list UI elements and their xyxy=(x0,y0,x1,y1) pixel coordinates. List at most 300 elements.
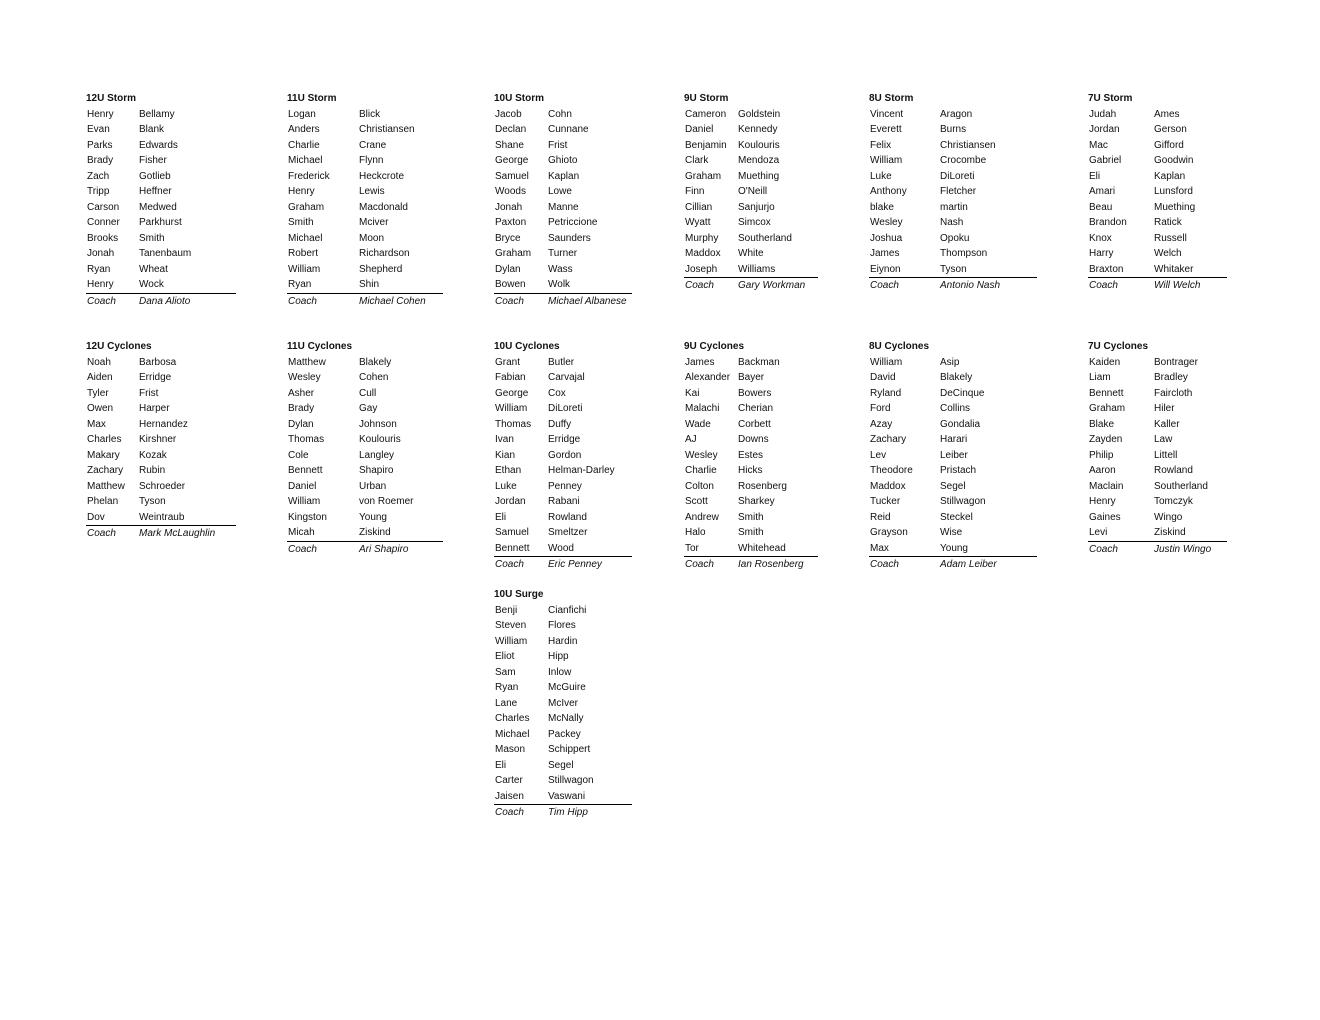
player-row xyxy=(494,370,632,386)
team-title: 10U Cyclones xyxy=(494,341,560,352)
player-first-name: Wyatt xyxy=(685,217,711,228)
player-last-name: Stillwagon xyxy=(940,496,986,507)
player-last-name: Gifford xyxy=(1154,139,1184,151)
player-last-name: Law xyxy=(1154,434,1173,445)
player-row xyxy=(869,525,1037,541)
player-row xyxy=(1088,448,1227,464)
player-last-name: Gondalia xyxy=(940,418,981,430)
player-row xyxy=(869,355,1037,371)
player-first-name: Shane xyxy=(495,139,524,151)
player-first-name: Anders xyxy=(288,124,320,135)
player-last-name: Aragon xyxy=(940,108,973,120)
player-first-name: Wade xyxy=(685,418,711,430)
player-first-name: Judah xyxy=(1089,108,1117,120)
team-title: 12U Storm xyxy=(86,93,137,104)
player-first-name: Anthony xyxy=(870,186,907,197)
roster-table xyxy=(86,355,236,542)
coach-label: Coach xyxy=(495,559,524,570)
player-first-name: Eliot xyxy=(495,651,515,662)
player-row xyxy=(869,200,1037,216)
player-first-name: Asher xyxy=(288,387,315,399)
player-first-name: Max xyxy=(87,418,106,430)
player-first-name: William xyxy=(495,403,528,414)
team-title: 9U Cyclones xyxy=(684,341,745,352)
player-last-name: Inlow xyxy=(548,666,572,678)
player-first-name: Charlie xyxy=(288,139,320,151)
player-row xyxy=(287,525,443,541)
player-row xyxy=(684,246,818,262)
coach-name: Gary Workman xyxy=(738,280,806,291)
player-row xyxy=(86,277,236,293)
player-row xyxy=(287,122,443,138)
player-last-name: Macdonald xyxy=(359,201,408,213)
player-last-name: Flores xyxy=(548,620,576,631)
player-row xyxy=(684,386,818,402)
player-row xyxy=(287,246,443,262)
player-last-name: Segel xyxy=(940,480,966,492)
player-last-name: Cherian xyxy=(738,403,774,414)
roster-table xyxy=(1088,107,1227,294)
roster-table xyxy=(494,603,632,821)
roster-table xyxy=(684,107,818,294)
player-last-name: von Roemer xyxy=(359,496,414,507)
player-last-name: Shapiro xyxy=(359,465,394,476)
player-last-name: Rowland xyxy=(548,511,587,523)
player-last-name: Gotlieb xyxy=(139,170,171,182)
player-last-name: Whitaker xyxy=(1154,262,1227,278)
coach-label: Coach xyxy=(288,543,317,555)
team-title: 11U Storm xyxy=(287,93,337,104)
player-first-name: Woods xyxy=(495,186,526,197)
player-last-name: Schroeder xyxy=(139,480,186,492)
player-first-name: Jonah xyxy=(87,248,115,259)
player-row xyxy=(1088,262,1227,278)
player-row xyxy=(287,494,443,510)
player-last-name: Crane xyxy=(359,139,387,151)
player-last-name: Smeltzer xyxy=(548,527,588,538)
player-first-name: Andrew xyxy=(685,511,719,523)
player-row xyxy=(494,401,632,417)
player-first-name: Ryan xyxy=(87,263,111,275)
player-last-name: Harari xyxy=(940,434,968,445)
player-last-name: Kaplan xyxy=(1154,170,1186,182)
player-last-name: Faircloth xyxy=(1154,387,1193,399)
player-last-name: Cox xyxy=(548,387,566,399)
player-row xyxy=(684,169,818,185)
roster-table xyxy=(684,355,818,573)
player-row xyxy=(287,169,443,185)
player-first-name: Smith xyxy=(288,217,314,228)
coach-row xyxy=(869,557,1037,573)
player-row xyxy=(86,262,236,278)
player-last-name: Schippert xyxy=(548,744,591,755)
player-first-name: Graham xyxy=(685,170,722,182)
player-last-name: Hiler xyxy=(1154,403,1175,414)
player-last-name: Downs xyxy=(738,434,769,445)
player-first-name: Graham xyxy=(288,201,325,213)
player-row xyxy=(494,727,632,743)
player-last-name: Kozak xyxy=(139,449,167,461)
player-row xyxy=(86,448,236,464)
player-first-name: Vincent xyxy=(870,108,904,120)
player-last-name: Bellamy xyxy=(139,108,175,120)
player-row xyxy=(287,153,443,169)
player-row xyxy=(494,231,632,247)
roster-table xyxy=(287,107,443,310)
player-first-name: Tyler xyxy=(87,387,109,399)
coach-label: Coach xyxy=(495,807,524,818)
player-last-name: Moon xyxy=(359,232,385,244)
player-last-name: Steckel xyxy=(940,511,973,523)
player-row xyxy=(1088,200,1227,216)
player-first-name: Dov xyxy=(86,510,139,526)
player-last-name: Kaller xyxy=(1154,418,1180,430)
player-first-name: Benjamin xyxy=(685,139,727,151)
player-last-name: Rosenberg xyxy=(738,480,787,492)
player-first-name: Beau xyxy=(1089,201,1113,213)
player-row xyxy=(869,107,1037,123)
player-last-name: Weintraub xyxy=(139,510,236,526)
player-first-name: Henry xyxy=(288,186,315,197)
player-last-name: Asip xyxy=(940,356,960,368)
player-last-name: Bradley xyxy=(1154,372,1188,383)
coach-label: Coach xyxy=(87,528,116,539)
coach-row xyxy=(86,526,236,542)
player-first-name: Lev xyxy=(870,449,887,461)
player-first-name: Brooks xyxy=(87,232,119,244)
coach-row xyxy=(287,541,443,557)
player-first-name: Aiden xyxy=(87,372,113,383)
roster-9u-storm xyxy=(684,91,818,294)
player-row xyxy=(684,153,818,169)
player-last-name: Burns xyxy=(940,124,967,135)
player-row xyxy=(494,169,632,185)
player-first-name: William xyxy=(870,155,903,166)
player-first-name: Carter xyxy=(495,775,523,786)
player-row xyxy=(86,153,236,169)
player-first-name: Sam xyxy=(495,666,516,678)
player-last-name: Estes xyxy=(738,449,764,461)
player-row xyxy=(869,463,1037,479)
player-first-name: Owen xyxy=(87,403,114,414)
coach-row xyxy=(494,293,632,309)
player-row xyxy=(494,494,632,510)
team-title: 9U Storm xyxy=(684,93,729,104)
player-row xyxy=(869,169,1037,185)
player-first-name: Brady xyxy=(87,155,114,166)
player-last-name: Gerson xyxy=(1154,124,1187,135)
player-first-name: Bowen xyxy=(494,277,548,293)
player-row xyxy=(684,122,818,138)
player-first-name: Kaiden xyxy=(1089,356,1121,368)
player-last-name: Manne xyxy=(548,201,579,213)
player-row xyxy=(287,448,443,464)
player-row xyxy=(494,355,632,371)
player-row xyxy=(494,107,632,123)
roster-table xyxy=(494,107,632,310)
player-row xyxy=(1088,138,1227,154)
player-last-name: Ziskind xyxy=(1154,525,1227,541)
player-first-name: Bennett xyxy=(1089,387,1124,399)
player-first-name: Eiynon xyxy=(869,262,940,278)
player-last-name: Hicks xyxy=(738,465,763,476)
player-row xyxy=(1088,463,1227,479)
player-first-name: George xyxy=(495,155,529,166)
coach-name: Mark McLaughlin xyxy=(139,528,216,539)
player-first-name: Logan xyxy=(288,108,316,120)
player-row xyxy=(494,742,632,758)
coach-label: Coach xyxy=(870,280,899,291)
player-last-name: Opoku xyxy=(940,232,970,244)
player-row xyxy=(287,277,443,293)
player-first-name: Bennett xyxy=(288,465,323,476)
player-last-name: Littell xyxy=(1154,449,1178,461)
player-first-name: blake xyxy=(870,201,894,213)
player-row xyxy=(287,370,443,386)
player-last-name: Packey xyxy=(548,728,581,740)
player-row xyxy=(494,758,632,774)
player-last-name: Erridge xyxy=(548,434,581,445)
player-first-name: Ryan xyxy=(495,682,519,693)
coach-label: Coach xyxy=(870,559,899,570)
player-row xyxy=(86,463,236,479)
player-first-name: Cameron xyxy=(685,108,727,120)
player-first-name: Levi xyxy=(1088,525,1154,541)
player-last-name: Christiansen xyxy=(940,139,996,151)
player-first-name: Joshua xyxy=(870,232,903,244)
player-last-name: White xyxy=(738,248,764,259)
player-last-name: Wheat xyxy=(139,263,168,275)
player-row xyxy=(684,417,818,433)
player-row xyxy=(86,122,236,138)
player-last-name: Young xyxy=(359,511,387,523)
player-first-name: AJ xyxy=(685,434,697,445)
player-row xyxy=(684,200,818,216)
player-row xyxy=(869,417,1037,433)
player-row xyxy=(684,448,818,464)
player-first-name: Tripp xyxy=(87,186,110,197)
player-row xyxy=(494,711,632,727)
player-first-name: Ford xyxy=(870,403,891,414)
player-first-name: Malachi xyxy=(685,403,720,414)
player-last-name: Helman-Darley xyxy=(548,465,615,476)
player-row xyxy=(494,153,632,169)
player-first-name: Maclain xyxy=(1089,480,1124,492)
player-row xyxy=(494,215,632,231)
player-last-name: Muething xyxy=(1154,201,1196,213)
player-last-name: Leiber xyxy=(940,449,968,461)
player-last-name: Bayer xyxy=(738,372,765,383)
player-row xyxy=(494,665,632,681)
player-first-name: Everett xyxy=(870,124,902,135)
player-row xyxy=(1088,479,1227,495)
player-first-name: Parks xyxy=(87,139,113,151)
player-first-name: Mac xyxy=(1089,139,1108,151)
player-last-name: Penney xyxy=(548,480,582,492)
player-first-name: Thomas xyxy=(495,418,532,430)
player-first-name: Liam xyxy=(1089,372,1111,383)
player-row xyxy=(494,634,632,650)
player-first-name: Grant xyxy=(495,356,521,368)
player-first-name: Fabian xyxy=(495,372,526,383)
player-first-name: Charlie xyxy=(685,465,717,476)
player-last-name: Christiansen xyxy=(359,124,415,135)
player-row xyxy=(86,510,236,526)
player-first-name: Daniel xyxy=(685,124,714,135)
player-row xyxy=(1088,355,1227,371)
player-last-name: Frist xyxy=(548,139,568,151)
player-first-name: Brady xyxy=(288,403,315,414)
player-last-name: Welch xyxy=(1154,248,1182,259)
player-first-name: Scott xyxy=(685,496,708,507)
player-row xyxy=(869,122,1037,138)
player-row xyxy=(869,479,1037,495)
player-row xyxy=(684,184,818,200)
player-last-name: Southerland xyxy=(1154,480,1208,492)
player-row xyxy=(494,463,632,479)
player-row xyxy=(494,122,632,138)
player-row xyxy=(86,231,236,247)
player-last-name: Sharkey xyxy=(738,496,775,507)
team-title: 10U Storm xyxy=(494,93,545,104)
player-first-name: Ryland xyxy=(870,387,902,399)
coach-row xyxy=(86,293,236,309)
player-row xyxy=(287,463,443,479)
coach-row xyxy=(1088,541,1227,557)
player-last-name: Kirshner xyxy=(139,434,177,445)
player-row xyxy=(1088,401,1227,417)
player-last-name: Muething xyxy=(738,170,780,182)
player-row xyxy=(86,107,236,123)
player-row xyxy=(684,401,818,417)
player-first-name: Tucker xyxy=(870,496,901,507)
player-last-name: Blick xyxy=(359,108,381,120)
player-last-name: Petriccione xyxy=(548,217,598,228)
player-row xyxy=(494,417,632,433)
coach-row xyxy=(1088,278,1227,294)
player-last-name: Hernandez xyxy=(139,418,188,430)
player-row xyxy=(494,386,632,402)
player-row xyxy=(684,432,818,448)
player-last-name: Butler xyxy=(548,356,575,368)
player-last-name: Tyson xyxy=(940,262,1037,278)
player-last-name: Tanenbaum xyxy=(139,248,192,259)
player-first-name: Tor xyxy=(684,541,738,557)
roster-10u-surge xyxy=(494,587,632,821)
player-first-name: Wesley xyxy=(685,449,718,461)
player-last-name: Hipp xyxy=(548,651,569,662)
player-first-name: Grayson xyxy=(870,527,908,538)
player-first-name: George xyxy=(495,387,529,399)
player-last-name: Tomczyk xyxy=(1154,496,1193,507)
player-row xyxy=(869,138,1037,154)
player-last-name: Rubin xyxy=(139,465,166,476)
player-last-name: Pristach xyxy=(940,465,977,476)
player-last-name: Cohn xyxy=(548,108,572,120)
player-last-name: Medwed xyxy=(139,201,177,213)
player-row xyxy=(494,696,632,712)
player-row xyxy=(1088,215,1227,231)
player-first-name: Jonah xyxy=(495,201,523,213)
player-row xyxy=(1088,432,1227,448)
player-last-name: McNally xyxy=(548,713,584,724)
player-row xyxy=(287,401,443,417)
player-first-name: Braxton xyxy=(1088,262,1154,278)
player-row xyxy=(684,525,818,541)
coach-label: Coach xyxy=(495,295,524,307)
player-row xyxy=(494,432,632,448)
player-first-name: Michael xyxy=(495,728,530,740)
player-last-name: Heffner xyxy=(139,186,172,197)
player-first-name: Bennett xyxy=(494,541,548,557)
roster-table xyxy=(494,355,632,573)
player-first-name: Finn xyxy=(685,186,705,197)
player-first-name: Aaron xyxy=(1089,465,1116,476)
player-row xyxy=(869,432,1037,448)
player-first-name: Dylan xyxy=(495,263,521,275)
coach-name: Ari Shapiro xyxy=(359,543,409,555)
player-last-name: Thompson xyxy=(940,248,988,259)
player-last-name: Gay xyxy=(359,403,378,414)
coach-label: Coach xyxy=(1089,543,1118,555)
player-last-name: Smith xyxy=(738,511,764,523)
coach-name: Eric Penney xyxy=(548,559,602,570)
player-first-name: Jordan xyxy=(495,496,526,507)
player-first-name: Blake xyxy=(1089,418,1115,430)
roster-7u-cyclones xyxy=(1088,339,1227,557)
player-first-name: Daniel xyxy=(288,480,317,492)
player-last-name: McIver xyxy=(548,697,578,709)
player-row xyxy=(1088,494,1227,510)
player-row xyxy=(86,417,236,433)
player-row xyxy=(494,541,632,557)
player-last-name: Frist xyxy=(139,387,159,399)
player-first-name: Felix xyxy=(870,139,892,151)
player-row xyxy=(287,184,443,200)
coach-name: Ian Rosenberg xyxy=(738,559,804,570)
roster-11u-cyclones xyxy=(287,339,443,557)
player-row xyxy=(287,231,443,247)
player-row xyxy=(287,262,443,278)
player-row xyxy=(86,184,236,200)
player-last-name: Ames xyxy=(1154,108,1180,120)
player-first-name: Maddox xyxy=(870,480,906,492)
coach-name: Justin Wingo xyxy=(1154,543,1212,555)
player-first-name: Eli xyxy=(495,759,507,771)
player-last-name: Cunnane xyxy=(548,124,589,135)
player-last-name: Mciver xyxy=(359,217,389,228)
roster-10u-cyclones xyxy=(494,339,632,573)
player-first-name: Luke xyxy=(870,170,892,182)
player-first-name: Maddox xyxy=(685,248,721,259)
player-row xyxy=(869,231,1037,247)
player-last-name: Stillwagon xyxy=(548,775,594,786)
player-last-name: Cull xyxy=(359,387,377,399)
player-last-name: Simcox xyxy=(738,217,771,228)
player-first-name: Matthew xyxy=(87,480,125,492)
player-first-name: Paxton xyxy=(495,217,527,228)
player-last-name: Whitehead xyxy=(738,541,818,557)
player-row xyxy=(869,262,1037,278)
player-row xyxy=(86,169,236,185)
player-last-name: DeCinque xyxy=(940,387,985,399)
player-last-name: Goodwin xyxy=(1154,155,1194,166)
roster-table xyxy=(869,355,1037,573)
player-row xyxy=(287,107,443,123)
player-row xyxy=(1088,184,1227,200)
player-last-name: Urban xyxy=(359,480,387,492)
player-row xyxy=(494,138,632,154)
